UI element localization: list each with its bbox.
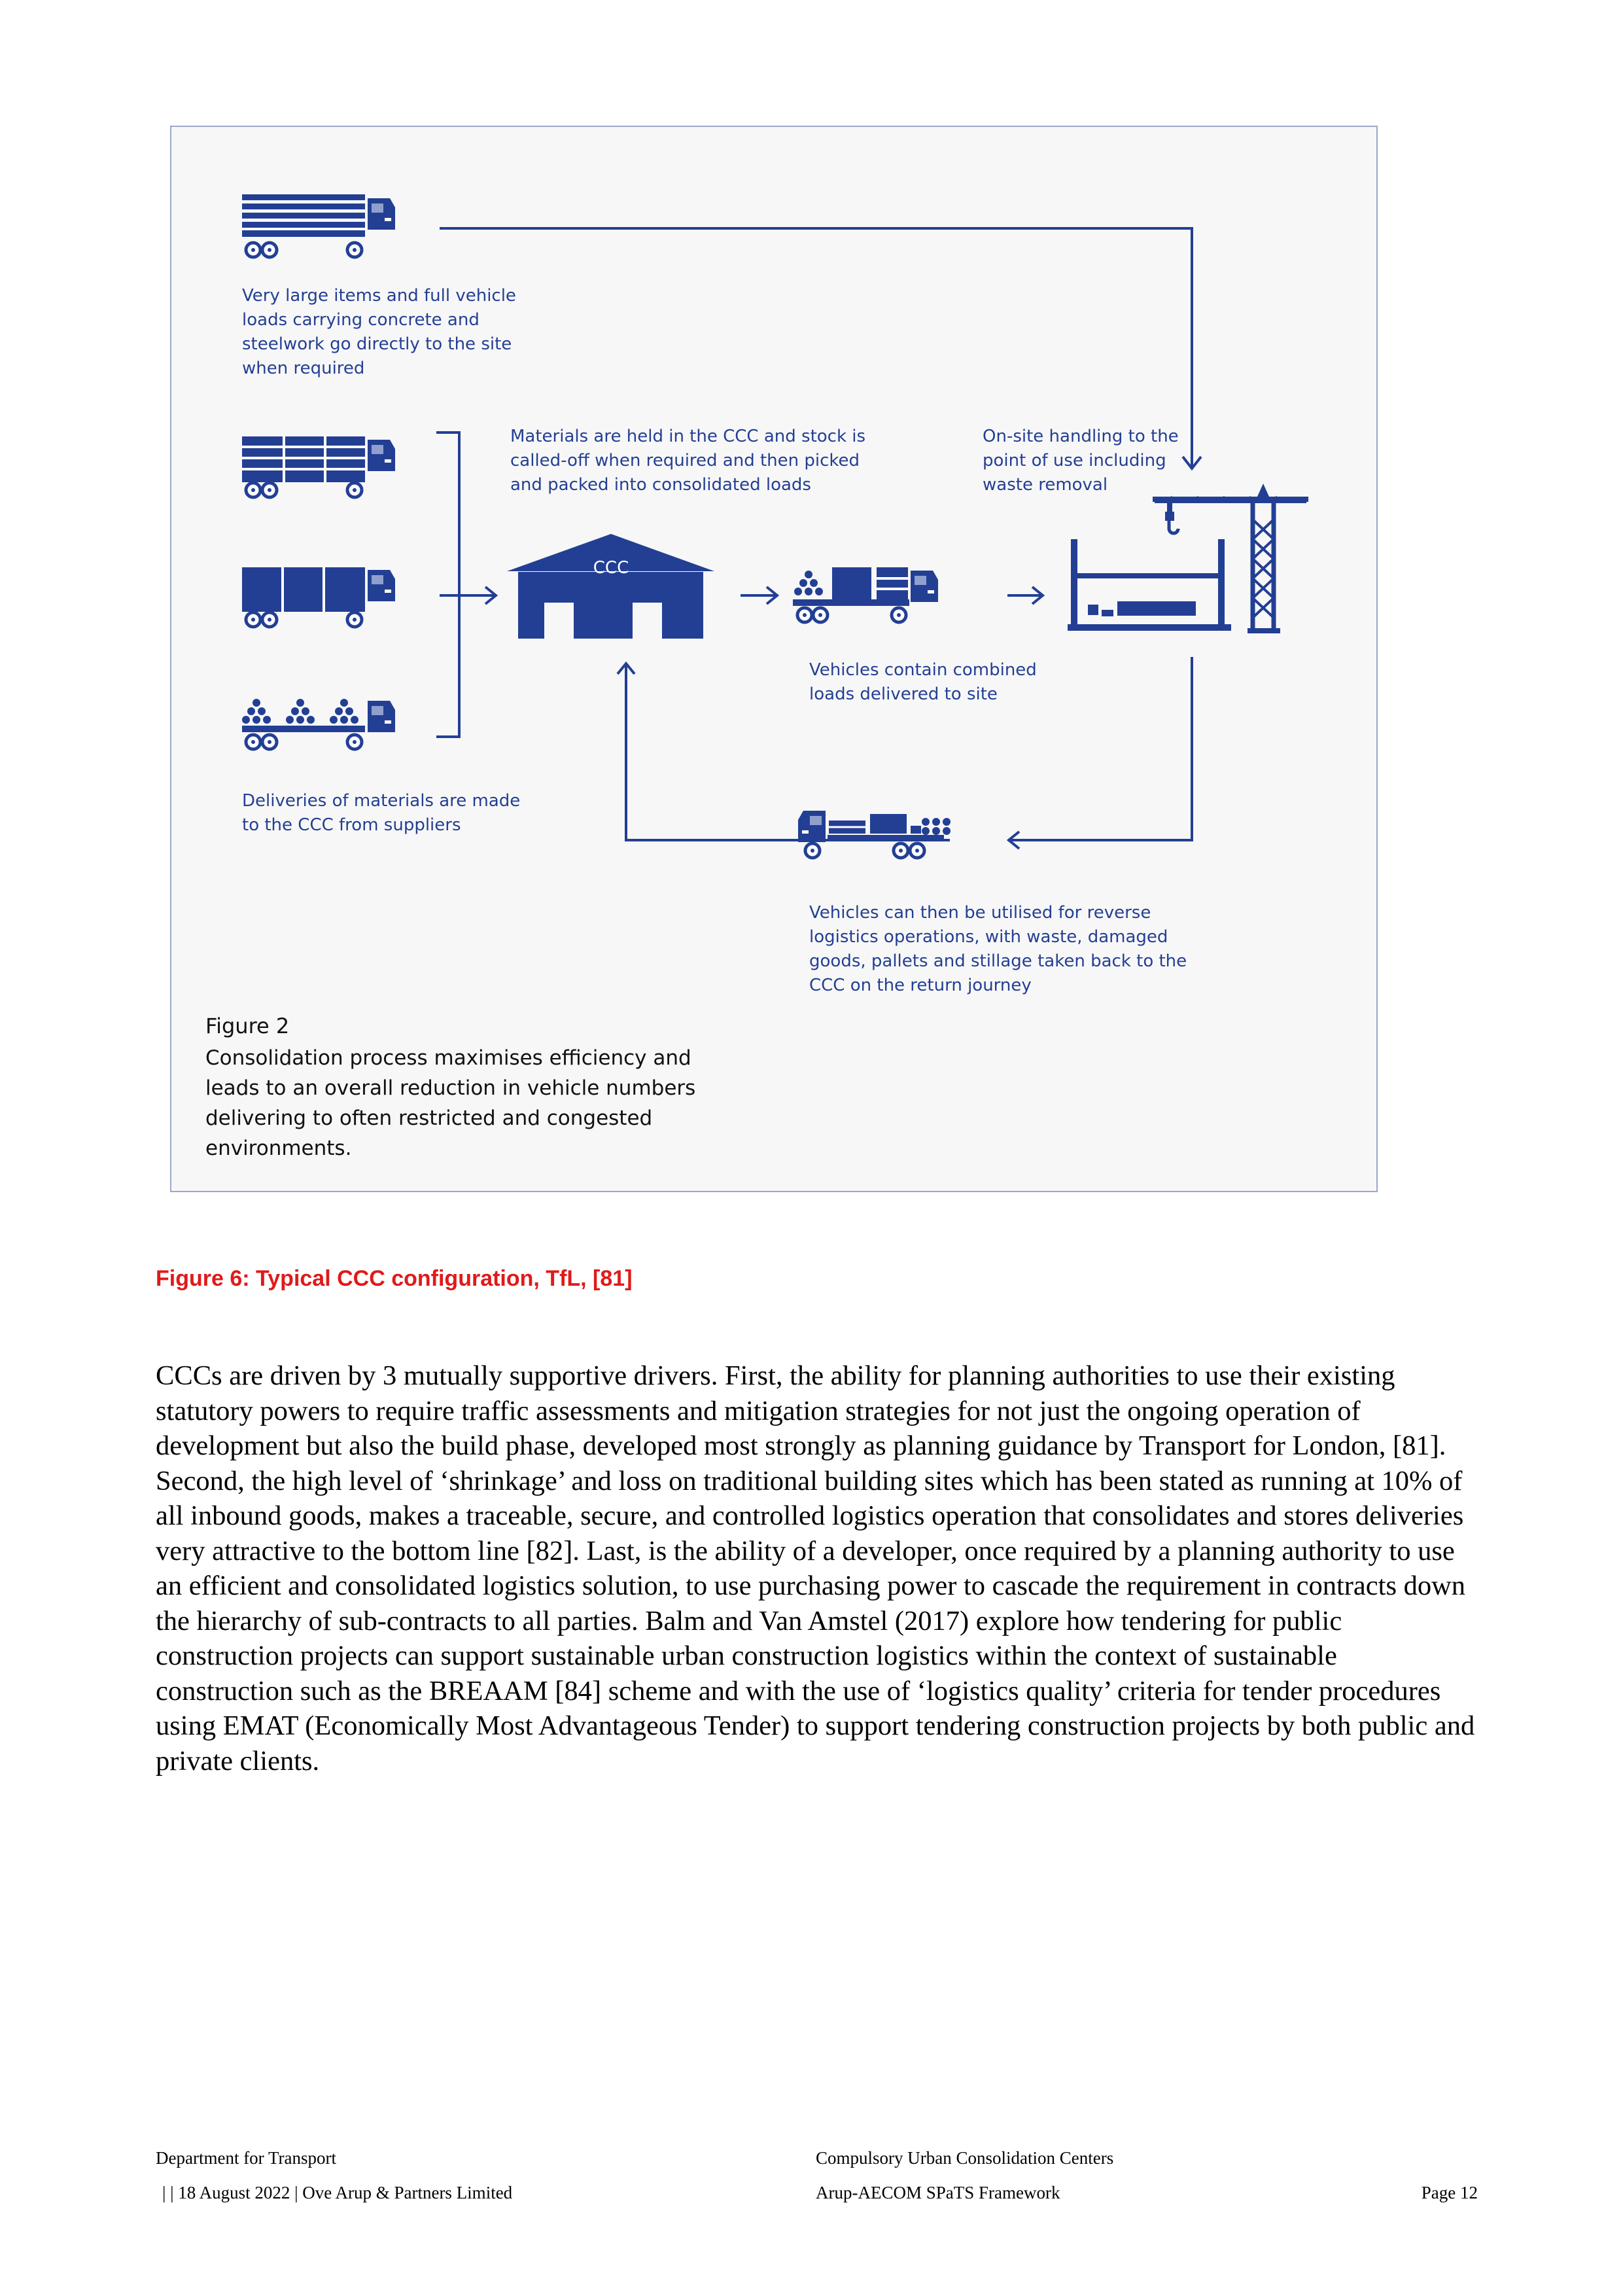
flatbed-truck-icon	[242, 194, 395, 257]
note-ccc-hold: Materials are held in the CCC and stock is called-off when required and then picked and packed into consolidated loads	[510, 427, 866, 495]
footer-left-top: Department for Transport	[156, 2148, 336, 2168]
tower-crane-icon	[1068, 484, 1308, 631]
body-paragraph: CCCs are driven by 3 mutually supportive drivers. First, the ability for planning authorities to use their existing statutory powers to require traffic assessments and mitigation strategies for not just the ongoing operation of development but also the build phase, developed most strongly as planning guidance by Transport for London, [81]. Second, the high level of ‘shrinkage’ and loss on traditional building sites which has been stated as running at 10% of all inbound goods, makes a traceable, secure, and controlled logistics operation that consolidates and stores deliveries very attractive to the bottom line [82]. Last, is the ability of a developer, once required by a planning authority to use an efficient and consolidated logistics solution, to use purchasing power to cascade the requirement in contracts down the hierarchy of sub-contracts to all parties. Balm and Van Amstel (2017) explore how tendering for public construction projects can support sustainable urban construction logistics within the context of sustainable construction such as the BREAAM [84] scheme and with the use of ‘logistics quality’ criteria for tender procedures using EMAT (Economically Most Advantageous Tender) to support tendering construction projects by both public and private clients.	[156, 1360, 1475, 1776]
combined-load-truck-icon	[793, 567, 938, 622]
figure-caption-text: Consolidation process maximises efficiency and leads to an overall reduction in vehicle numbers delivering to often restricted and congested environments.	[205, 1046, 696, 1160]
footer-page-number: Page 12	[1421, 2183, 1478, 2202]
note-onsite-handling: On-site handling to the point of use including waste removal	[983, 427, 1179, 495]
flatbed-truck-icon	[242, 436, 395, 497]
note-combined-loads: Vehicles contain combined loads delivered to site	[809, 660, 1037, 704]
note-supplier-deliveries: Deliveries of materials are made to the CCC from suppliers	[242, 791, 521, 835]
note-direct-delivery: Very large items and full vehicle loads carrying concrete and steelwork go directly to the site when required	[242, 286, 516, 378]
box-truck-icon	[242, 567, 395, 627]
pipe-load-truck-icon	[242, 699, 395, 749]
footer-center-top: Compulsory Urban Consolidation Centers	[816, 2148, 1114, 2168]
warehouse-icon	[507, 534, 714, 639]
footer-center-bottom: Arup-AECOM SPaTS Framework	[816, 2183, 1060, 2202]
supplier-bracket	[436, 433, 459, 737]
figure-label: Figure 6: Typical CCC configuration, TfL, [81]	[156, 1266, 633, 1291]
figure-caption-title: Figure 2	[205, 1014, 290, 1038]
combined-load-truck-icon	[798, 811, 951, 858]
ccc-label: CCC	[593, 558, 629, 578]
footer-left-bottom: | | 18 August 2022 | Ove Arup & Partners Limited	[162, 2183, 513, 2202]
figure-panel	[170, 126, 1378, 1192]
note-reverse-logistics: Vehicles can then be utilised for reverse logistics operations, with waste, damaged goods, pallets and stillage taken back to the CCC on the return journey	[809, 903, 1187, 995]
